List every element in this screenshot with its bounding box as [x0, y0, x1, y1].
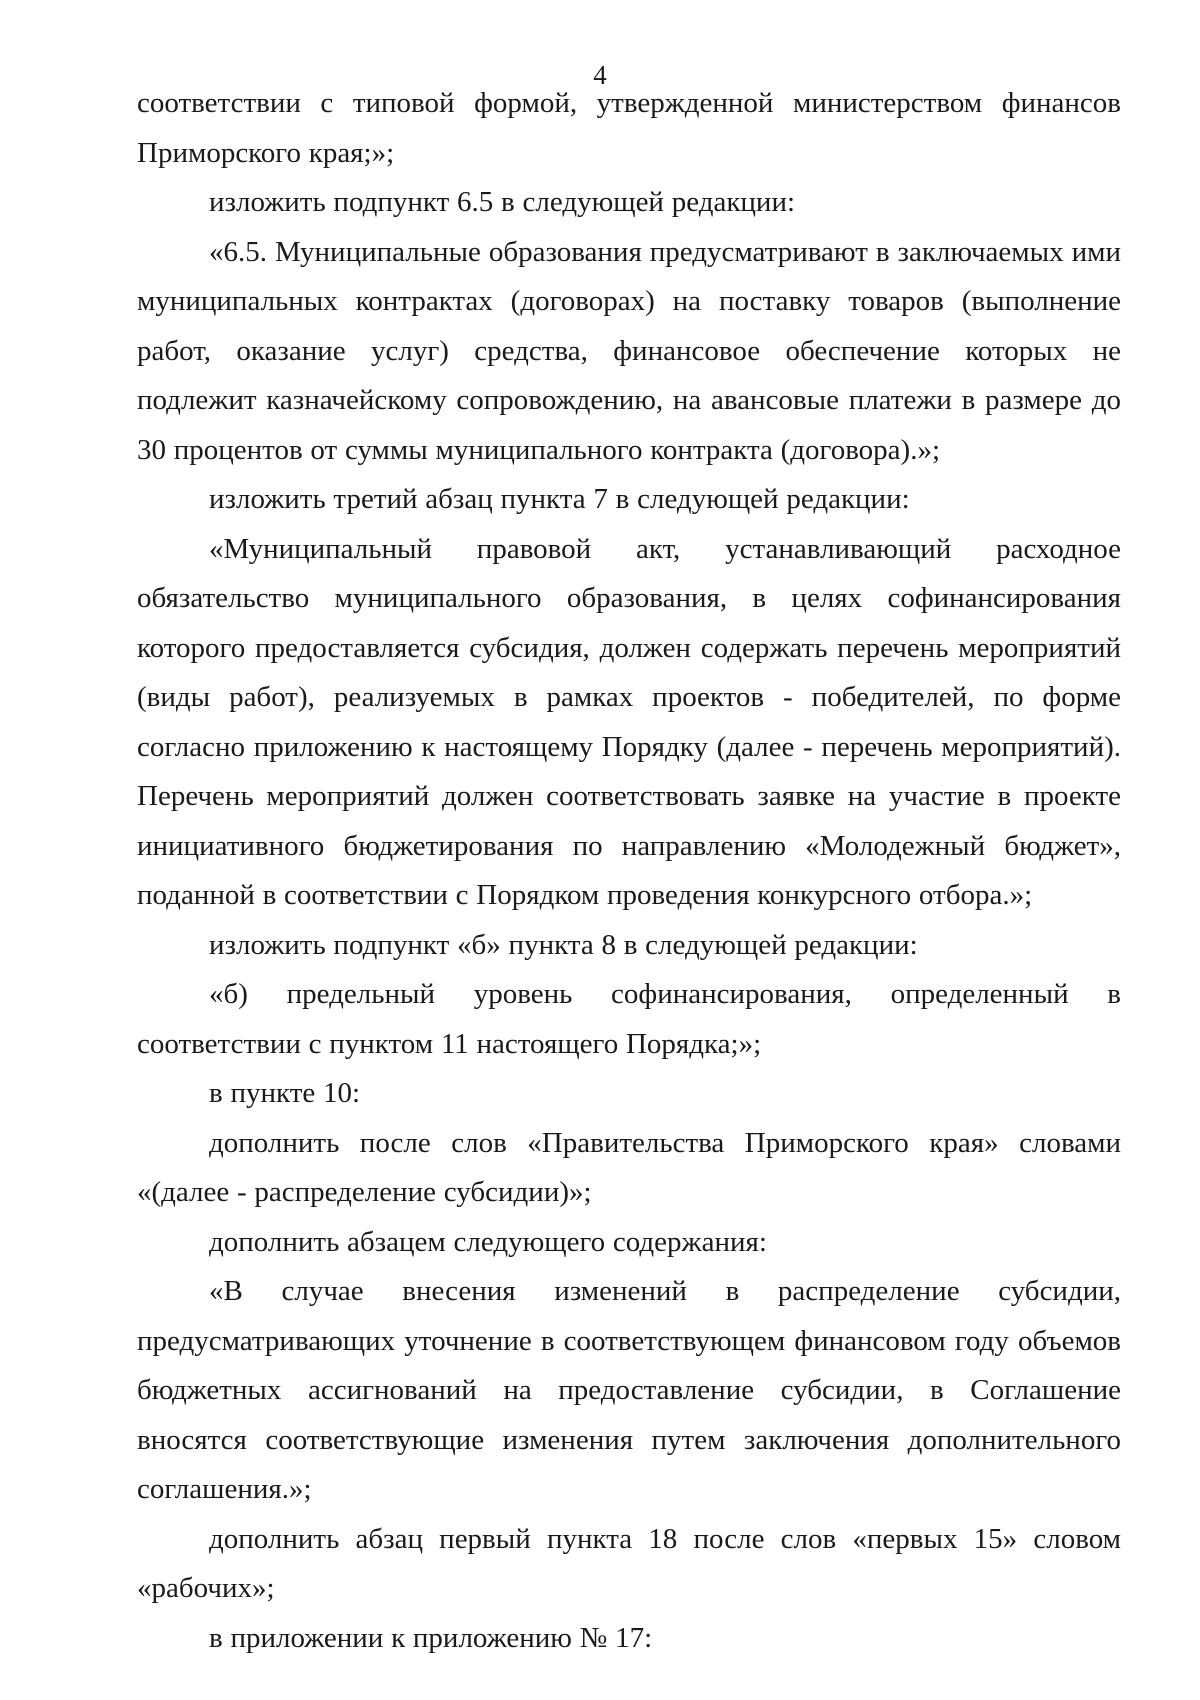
paragraph: дополнить абзац первый пункта 18 после слов «первых 15» словом «рабочих»; [137, 1522, 1121, 1604]
paragraph: «Муниципальный правовой акт, устанавливающий расходное обязательство муниципального образования, в целях софинансирования которого предоставляется субсидия, должен содержать перечень мероприятий (виды работ), реализуемых в рамках проектов - победителей, по форме согласно приложению к настоящему Порядку (далее - перечень мероприятий). Перечень мероприятий должен соответствовать заявке на участие в проекте инициативного бюджетирования по направлению «Молодежный бюджет», поданной в соответствии с Порядком проведения конкурсного отбора.»; [137, 532, 1121, 911]
paragraph: «В случае внесения изменений в распределение субсидии, предусматривающих уточнение в соответствующем финансовом году объемов бюджетных ассигнований на предоставление субсидии, в Соглашение вносятся соответствующие изменения путем заключения дополнительного соглашения.»; [137, 1275, 1121, 1505]
paragraph: «6.5. Муниципальные образования предусматривают в заключаемых ими муниципальных контрактах (договорах) на поставку товаров (выполнение работ, оказание услуг) средства, финансовое обеспечение которых не подлежит казначейскому сопровождению, на авансовые платежи в размере до 30 процентов от суммы муниципального контракта (договора).»; [137, 235, 1121, 466]
page-number: 4 [593, 60, 607, 90]
paragraph: дополнить после слов «Правительства Приморского края» словами «(далее - распределение субсидии)»; [137, 1126, 1121, 1208]
paragraph: изложить третий абзац пункта 7 в следующей редакции: [209, 483, 910, 515]
paragraph: «б) предельный уровень софинансирования, определенный в соответствии с пунктом 11 настоящего Порядка;»; [137, 978, 1121, 1060]
paragraph: изложить подпункт 6.5 в следующей редакции: [209, 186, 796, 218]
paragraph: соответствии с типовой формой, утвержденной министерством финансов Приморского края;»; [137, 87, 1121, 169]
paragraph: в приложении к приложению № 17: [209, 1621, 653, 1654]
paragraph: в пункте 10: [209, 1077, 361, 1109]
paragraph: изложить подпункт «б» пункта 8 в следующей редакции: [209, 928, 918, 961]
paragraph: дополнить абзацем следующего содержания: [209, 1225, 767, 1258]
document-body [137, 79, 1121, 1663]
